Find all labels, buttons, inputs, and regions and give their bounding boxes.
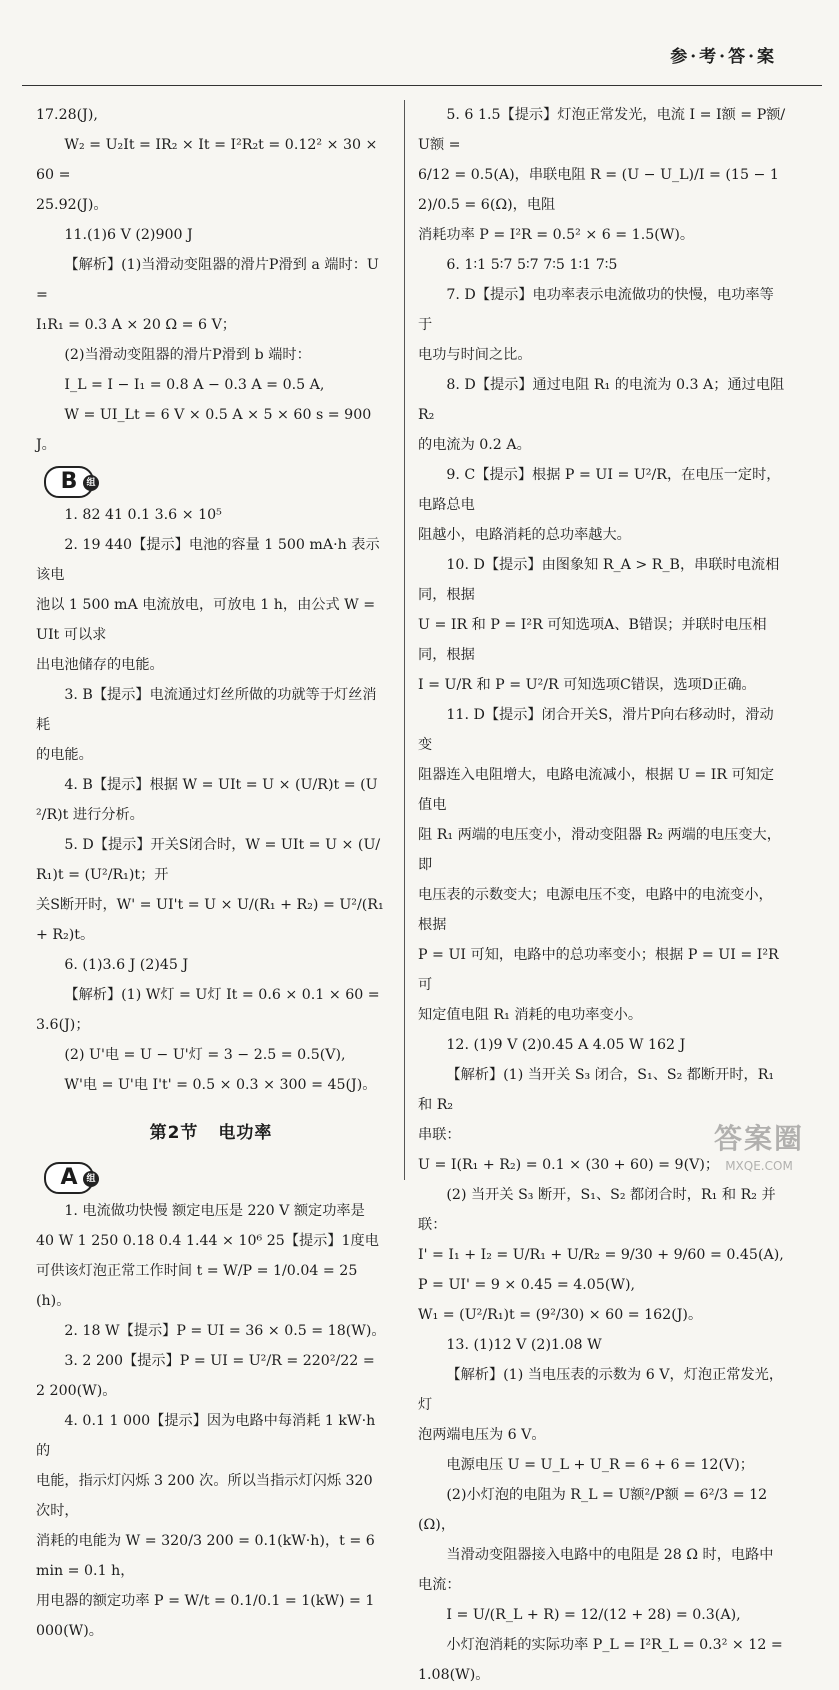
text-line: 9. C【提示】根据 P = UI = U²/R，在电压一定时，电路总电 (418, 467, 781, 513)
text-line: 电能，指示灯闪烁 3 200 次。所以当指示灯闪烁 320 次时， (36, 1473, 373, 1519)
text-line: 3. 2 200【提示】P = UI = U²/R = 220²/22 = 2 200(W)。 (36, 1353, 375, 1399)
text-line: 阻 R₁ 两端的电压变小，滑动变阻器 R₂ 两端的电压变大，即 (418, 827, 781, 873)
text-line: I₁R₁ = 0.3 A × 20 Ω = 6 V； (36, 317, 236, 333)
text-line: 25.92(J)。 (36, 197, 108, 213)
page-header-title: 参·考·答·案 (670, 47, 777, 67)
text-line: 10. D【提示】由图象知 R_A > R_B，串联时电流相同，根据 (418, 557, 780, 603)
text-line: 小灯泡消耗的实际功率 P_L = I²R_L = 0.3² × 12 = 1.08(W)。 (418, 1637, 783, 1683)
text-line: 关S断开时，W' = UI't = U × U/(R₁ + R₂) = U²/(R₁ + R₂)t。 (36, 897, 384, 943)
group-b-badge-icon: B 组 (44, 466, 94, 498)
section-name: 电功率 (218, 1123, 273, 1143)
text-line: 6. 1∶1 5∶7 5∶7 7∶5 1∶1 7∶5 (446, 257, 618, 273)
text-line: I_L = I − I₁ = 0.8 A − 0.3 A = 0.5 A, (64, 377, 325, 393)
text-line: 电流： (418, 1577, 461, 1593)
text-line: 40 W 1 250 0.18 0.4 1.44 × 10⁶ 25【提示】1度电 (36, 1233, 379, 1249)
text-line: 3. B【提示】电流通过灯丝所做的功就等于灯丝消耗 (36, 687, 377, 733)
text-line: 【解析】(1) W灯 = U灯 It = 0.6 × 0.1 × 60 = 3.6(J)； (36, 987, 380, 1033)
section-title (36, 1118, 386, 1148)
text-line: P = UI 可知，电路中的总功率变小；根据 P = UI = I²R 可 (418, 947, 779, 993)
text-line: 池以 1 500 mA 电流放电，可放电 1 h，由公式 W = UIt 可以求 (36, 597, 376, 643)
text-line: 消耗的电能为 W = 320/3 200 = 0.1(kW·h)，t = 6 min = 0.1 h， (36, 1533, 375, 1579)
text-line: U = IR 和 P = I²R 可知选项A、B错误；并联时电压相同，根据 (418, 617, 767, 663)
text-line: 8. D【提示】通过电阻 R₁ 的电流为 0.3 A；通过电阻 R₂ (418, 377, 785, 423)
text-line: 【解析】(1) 当开关 S₃ 闭合，S₁、S₂ 都断开时，R₁ 和 R₂ (418, 1067, 775, 1113)
text-line: 1. 电流做功快慢 额定电压是 220 V 额定功率是 (64, 1203, 365, 1219)
text-line: 泡两端电压为 6 V。 (418, 1427, 546, 1443)
text-line: I = U/R 和 P = U²/R 可知选项C错误，选项D正确。 (418, 677, 756, 693)
text-line: 5. 6 1.5【提示】灯泡正常发光，电流 I = I额 = P额/U额 = (418, 107, 786, 153)
text-line: 电压表的示数变大；电源电压不变，电路中的电流变小，根据 (418, 887, 773, 933)
text-line: 消耗功率 P = I²R = 0.5² × 6 = 1.5(W)。 (418, 227, 695, 243)
watermark-text: 答案圈 (713, 1122, 804, 1155)
text-line: 阻器连入电阻增大，电路电流减小，根据 U = IR 可知定值电 (418, 767, 775, 813)
text-line: 的电流为 0.2 A。 (418, 437, 531, 453)
text-line: 11.(1)6 V (2)900 J (64, 227, 193, 243)
text-line: W'电 = U'电 I't' = 0.5 × 0.3 × 300 = 45(J)。 (64, 1077, 377, 1093)
text-line: 用电器的额定功率 P = W/t = 0.1/0.1 = 1(kW) = 1 000(W)。 (36, 1593, 375, 1639)
text-line: 电源电压 U = U_L + U_R = 6 + 6 = 12(V)； (446, 1457, 754, 1473)
text-line: 阻越小，电路消耗的总功率越大。 (418, 527, 631, 543)
watermark-url: MXQE.COM (725, 1159, 793, 1173)
right-column (418, 100, 786, 1690)
text-line: 2. 19 440【提示】电池的容量 1 500 mA·h 表示该电 (36, 537, 380, 583)
text-line: 13. (1)12 V (2)1.08 W (446, 1337, 602, 1353)
text-line: 4. B【提示】根据 W = UIt = U × (U/R)t = (U²/R)t 进行分析。 (36, 777, 378, 823)
text-line: 的电能。 (36, 747, 93, 763)
text-line: (2) U'电 = U − U'灯 = 3 − 2.5 = 0.5(V), (64, 1047, 346, 1063)
text-line: W₂ = U₂It = IR₂ × It = I²R₂t = 0.12² × 30 × 60 = (36, 137, 378, 183)
text-line: 可供该灯泡正常工作时间 t = W/P = 1/0.04 = 25(h)。 (36, 1263, 358, 1309)
group-label: 组 (83, 1171, 99, 1187)
text-line: 17.28(J), (36, 107, 98, 123)
header-rule (22, 85, 822, 86)
text-line: U = I(R₁ + R₂) = 0.1 × (30 + 60) = 9(V)； (418, 1157, 720, 1173)
text-line: I = U/(R_L + R) = 12/(12 + 28) = 0.3(A), (446, 1607, 741, 1623)
text-line: 12. (1)9 V (2)0.45 A 4.05 W 162 J (446, 1037, 686, 1053)
text-line: 【解析】(1)当滑动变阻器的滑片P滑到 a 端时：U = (36, 257, 379, 303)
text-line: 7. D【提示】电功率表示电流做功的快慢，电功率等于 (418, 287, 774, 333)
watermark-logo (689, 1122, 829, 1192)
text-line: 2. 18 W【提示】P = UI = 36 × 0.5 = 18(W)。 (64, 1323, 386, 1339)
text-line: W₁ = (U²/R₁)t = (9²/30) × 60 = 162(J)。 (418, 1307, 703, 1323)
text-line: (2) 当开关 S₃ 断开，S₁、S₂ 都闭合时，R₁ 和 R₂ 并联： (418, 1187, 776, 1233)
text-line: (2)当滑动变阻器的滑片P滑到 b 端时： (64, 347, 311, 363)
text-line: 【解析】(1) 当电压表的示数为 6 V，灯泡正常发光，灯 (418, 1367, 784, 1413)
text-line: 当滑动变阻器接入电路中的电阻是 28 Ω 时，电路中 (446, 1547, 774, 1563)
text-line: 5. D【提示】开关S闭合时，W = UIt = U × (U/R₁)t = (U²/R₁)t；开 (36, 837, 381, 883)
text-line: 1. 82 41 0.1 3.6 × 10⁵ (64, 507, 222, 523)
text-line: 6/12 = 0.5(A)，串联电阻 R = (U − U_L)/I = (15 − 12)/0.5 = 6(Ω)，电阻 (418, 167, 779, 213)
section-number: 第2节 (149, 1123, 199, 1143)
text-line: 11. D【提示】闭合开关S，滑片P向右移动时，滑动变 (418, 707, 774, 753)
text-line: W = UI_Lt = 6 V × 0.5 A × 5 × 60 s = 900 J。 (36, 407, 372, 453)
text-line: 知定值电阻 R₁ 消耗的电功率变小。 (418, 1007, 643, 1023)
text-line: 6. (1)3.6 J (2)45 J (64, 957, 189, 973)
left-column (36, 100, 386, 1646)
text-line: 出电池储存的电能。 (36, 657, 164, 673)
text-line: 4. 0.1 1 000【提示】因为电路中每消耗 1 kW·h 的 (36, 1413, 376, 1459)
column-divider (404, 100, 405, 1180)
text-line: 串联： (418, 1127, 461, 1143)
group-label: 组 (83, 475, 99, 491)
text-line: (2)小灯泡的电阻为 R_L = U额²/P额 = 6²/3 = 12(Ω)， (418, 1487, 768, 1533)
text-line: P = UI' = 9 × 0.45 = 4.05(W), (418, 1277, 636, 1293)
group-a-badge-icon: A 组 (44, 1162, 94, 1194)
text-line: I' = I₁ + I₂ = U/R₁ + U/R₂ = 9/30 + 9/60 = 0.45(A), (418, 1247, 784, 1263)
text-line: 电功与时间之比。 (418, 347, 532, 363)
